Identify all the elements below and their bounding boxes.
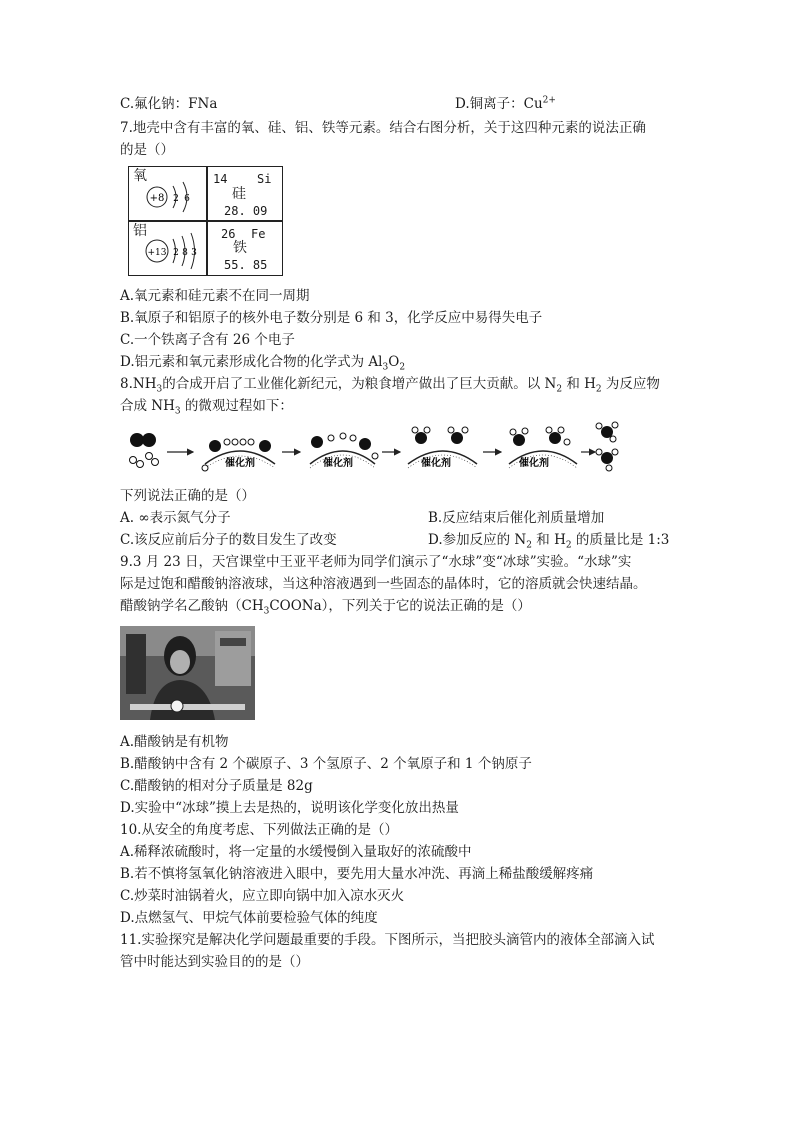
- aluminum-shell-3: 3: [191, 248, 197, 258]
- reactant-molecules: [130, 433, 159, 468]
- aluminum-shell-1: 2: [173, 248, 179, 258]
- q9-stem-line1: 9.3 月 23 日，天宫课堂中王亚平老师为同学们演示了“水球”变“冰球”实验。“水球”实: [120, 554, 632, 570]
- q9-stem-line3: 醋酸钠学名乙酸钠$(CH_3COONa)$，下列关于它的说法正确的是（）: [120, 598, 531, 617]
- oxygen-name: 氧: [133, 168, 147, 184]
- q8-option-d: D.参加反应的 $N_2$ 和 $H_2$ 的质量比是 1:3: [428, 532, 670, 551]
- catalyst-stage-3: [408, 427, 477, 469]
- q9-option-b: B.醋酸钠中含有 2 个碳原子、3 个氢原子、2 个氧原子和 1 个钠原子: [120, 756, 532, 772]
- q7-stem-line1: 7.地壳中含有丰富的氧、硅、铝、铁等元素。结合右图分析，关于这四种元素的说法正确: [120, 120, 646, 136]
- q8-stem-line2: 合成 $NH_3$ 的微观过程如下：: [120, 398, 293, 417]
- aluminum-atom-diagram: [143, 231, 205, 271]
- q9-option-a: A.醋酸钠是有机物: [120, 734, 229, 750]
- q10-option-d: D.点燃氢气、甲烷气体前要检验气体的纯度: [120, 910, 378, 926]
- fe-atomic-number: 26: [221, 227, 236, 241]
- q10-option-a: A.稀释浓硫酸时，将一定量的水缓慢倒入量取好的浓硫酸中: [120, 844, 472, 860]
- aluminum-nucleus: +13: [147, 248, 167, 258]
- q7-option-d: D.铝元素和氧元素形成化合物的化学式为 $Al_3O_2$: [120, 354, 406, 373]
- q9-option-d: D.实验中“冰球”摸上去是热的，说明该化学变化放出热量: [120, 800, 459, 816]
- aluminum-shell-2: 8: [182, 248, 188, 258]
- product-molecules: [596, 422, 618, 471]
- fe-symbol: Fe: [251, 227, 266, 241]
- space-class-photo: [120, 626, 255, 720]
- catalyst-stage-1: [202, 439, 275, 471]
- q7-stem-line2: 的是（）: [120, 142, 174, 158]
- oxygen-shell-1: 2: [173, 194, 179, 204]
- q6-option-d: D.铜离子：$Cu^{2+}$: [455, 95, 556, 112]
- fe-atomic-mass: 55. 85: [224, 258, 268, 272]
- si-symbol: Si: [257, 172, 272, 186]
- q7-option-b: B.氧原子和铝原子的核外电子数分别是 6 和 3，化学反应中易得失电子: [120, 310, 543, 326]
- q8-stem-line1: $8.NH_3$的合成开启了工业催化新纪元，为粮食增产做出了巨大贡献。以 $N_2$ 和 $H_2$ 为反应物: [120, 376, 660, 395]
- catalyst-label: 催化剂: [421, 458, 451, 469]
- ice-ball-experiment-photo: [120, 626, 255, 720]
- oxygen-nucleus: +8: [149, 193, 165, 204]
- catalyst-label: 催化剂: [225, 458, 255, 469]
- catalyst-stage-2: [310, 433, 378, 469]
- ammonia-synthesis-process-diagram: [125, 418, 635, 480]
- q10-option-c: C.炒菜时油锅着火，应立即向锅中加入凉水灭火: [120, 888, 405, 904]
- q6-option-c: C.氟化钠：FNa: [120, 96, 218, 112]
- q7-option-a: A.氧元素和硅元素不在同一周期: [120, 288, 310, 304]
- q8-option-b: B.反应结束后催化剂质量增加: [428, 510, 605, 526]
- q10-option-b: B.若不慎将氢氧化钠溶液进入眼中，要先用大量水冲洗、再滴上稀盐酸缓解疼痛: [120, 866, 594, 882]
- si-atomic-mass: 28. 09: [224, 204, 268, 218]
- fe-name: 铁: [233, 240, 247, 256]
- q7-option-c: C.一个铁离子含有 26 个电子: [120, 332, 295, 348]
- q9-stem-line2: 际是过饱和醋酸钠溶液球，当这种溶液遇到一些固态的晶体时，它的溶质就会快速结晶。: [120, 576, 647, 592]
- q8-option-a: A. ∞表示氮气分子: [120, 510, 231, 526]
- catalyst-label: 催化剂: [323, 458, 353, 469]
- si-name: 硅: [232, 186, 246, 202]
- q8-option-c: C.该反应前后分子的数目发生了改变: [120, 532, 337, 548]
- q10-stem: 10.从安全的角度考虑、下列做法正确的是（）: [120, 822, 398, 838]
- q8-question: 下列说法正确的是（）: [120, 488, 255, 504]
- element-info-table: [128, 166, 283, 276]
- catalyst-label: 催化剂: [519, 458, 549, 469]
- q11-stem-line2: 管中时能达到实验目的的是（）: [120, 954, 309, 970]
- q9-option-c: C.醋酸钠的相对分子质量是 82g: [120, 778, 313, 794]
- aluminum-name: 铝: [133, 223, 147, 239]
- oxygen-shell-2: 6: [184, 194, 190, 204]
- oxygen-atom-diagram: [143, 179, 205, 217]
- q11-stem-line1: 11.实验探究是解决化学问题最重要的手段。下图所示，当把胶头滴管内的液体全部滴入试: [120, 932, 655, 948]
- catalyst-stage-4: [509, 427, 577, 469]
- si-atomic-number: 14: [213, 172, 228, 186]
